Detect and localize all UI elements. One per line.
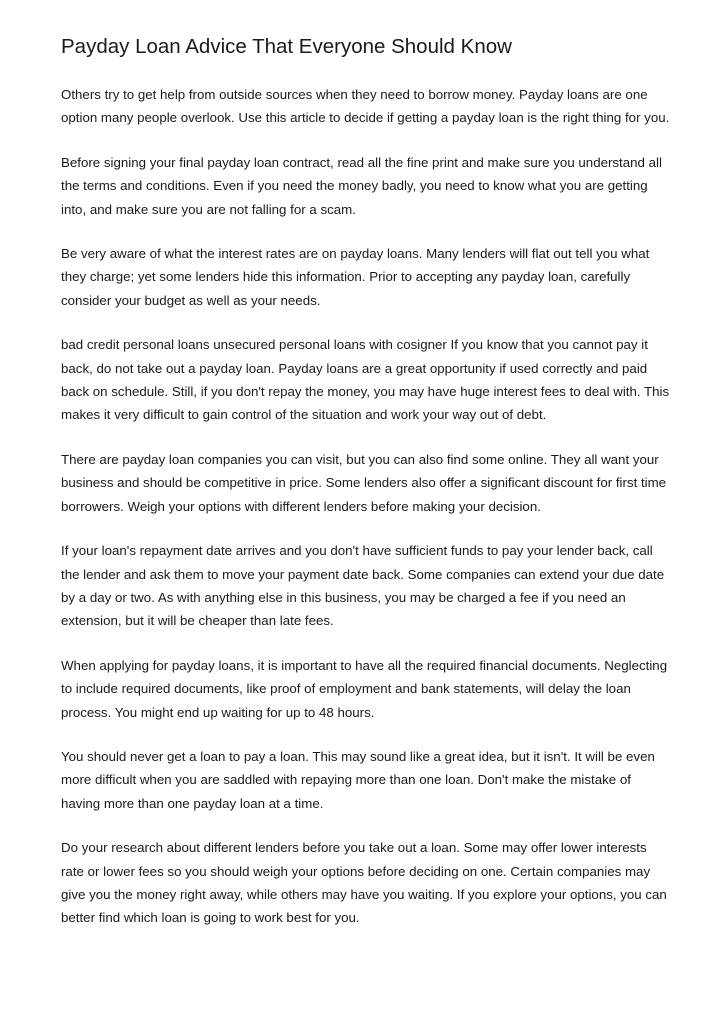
paragraph-interest-rates: Be very aware of what the interest rates are on payday loans. Many lenders will flat out tell you what they charge; yet some lenders hide this information. Prior to accepting any payday loan, carefully consider your budget as well as your needs. (61, 246, 650, 308)
document-page (61, 33, 671, 951)
paragraph-loan-to-pay-loan: You should never get a loan to pay a loan. This may sound like a great idea, but it isn't. It will be even more difficult when you are saddled with repaying more than one loan. Don't make the mistake of having more than one payday loan at a time. (61, 748, 655, 811)
paragraph-fine-print: Before signing your final payday loan contract, read all the fine print and make sure you understand all the terms and conditions. Even if you need the money badly, you need to know what you are getting into, and make sure you are not falling for a scam. (61, 154, 662, 217)
paragraph-intro: Others try to get help from outside sources when they need to borrow money. Payday loans are one option many people overlook. Use this article to decide if getting a payday loan is the right thing for you. (61, 87, 670, 126)
document-title: Payday Loan Advice That Everyone Should Know (61, 35, 512, 58)
paragraph-repayment: bad credit personal loans unsecured personal loans with cosigner If you know that you cannot pay it back, do not take out a payday loan. Payday loans are a great opportunity if used correctly and paid back on schedule. Still, if you don't repay the money, you may have huge interest fees to deal with. This makes it very difficult to gain control of the situation and work your way out of debt. (61, 337, 670, 423)
paragraph-research-lenders: Do your research about different lenders before you take out a loan. Some may offer lower interests rate or lower fees so you should weigh your options before deciding on one. Certain companies may give you the money right away, while others may have you waiting. If you explore your options, you can better find which loan is going to work best for you. (61, 840, 667, 926)
paragraph-documents: When applying for payday loans, it is important to have all the required financial documents. Neglecting to include required documents, like proof of employment and bank statements, will delay the loan process. You might end up waiting for up to 48 hours. (61, 657, 668, 720)
paragraph-repayment-date: If your loan's repayment date arrives and you don't have sufficient funds to pay your lender back, call the lender and ask them to move your payment date back. Some companies can extend your due date by a day or two. As with anything else in this business, you may be charged a fee if you need an extension, but it will be cheaper than late fees. (61, 543, 665, 629)
paragraph-lender-companies: There are payday loan companies you can visit, but you can also find some online. They all want your business and should be competitive in price. Some lenders also offer a significant discount for first time borrowers. Weigh your options with different lenders before making your decision. (61, 451, 667, 514)
